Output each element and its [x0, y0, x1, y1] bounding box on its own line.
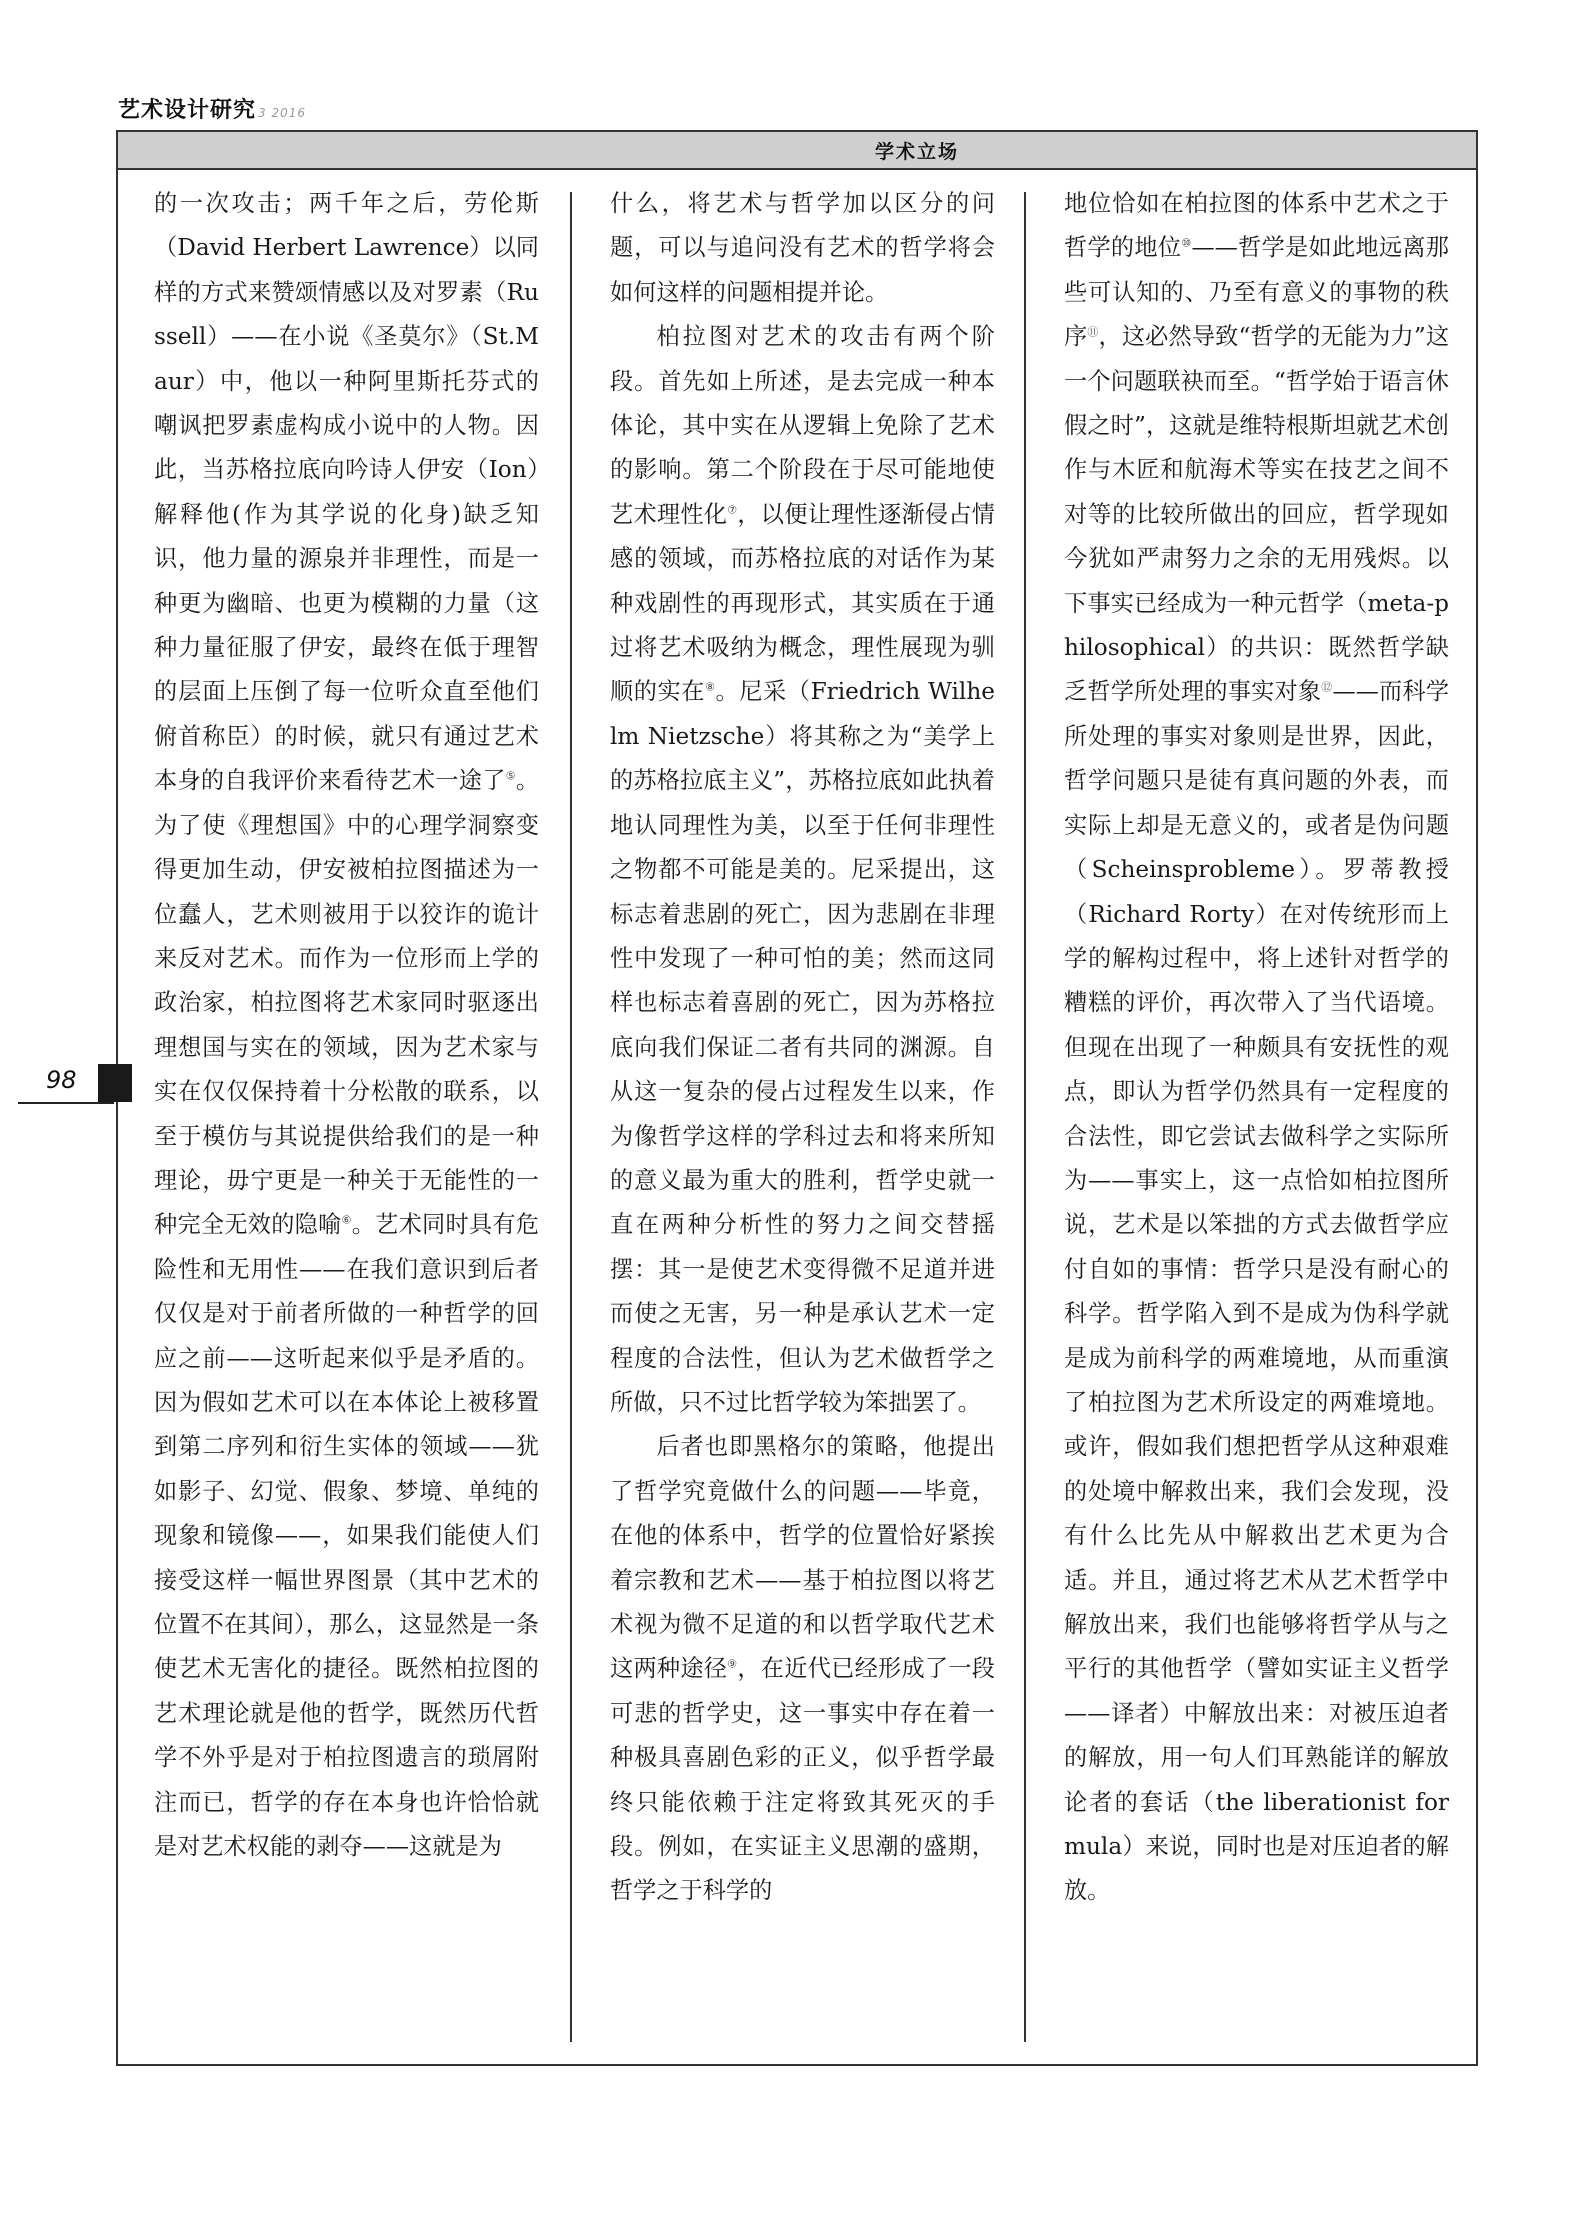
section-band: [118, 132, 1476, 170]
footnote-marker: ⑦: [727, 503, 738, 517]
text-column-2: [610, 182, 995, 2052]
footnote-marker: ⑨: [727, 1657, 738, 1671]
paragraph-text: 。艺术同时具有危险性和无用性——在我们意识到后者仅仅是对于前者所做的一种哲学的回应之前——这听起来似乎是矛盾的。因为假如艺术可以在本体论上被移置到第二序列和衍生实体的领域——犹如影子、幻觉、假象、梦境、单纯的现象和镜像——，如果我们能使人们接受这样一幅世界图景（其中艺术的位置不在其间），那么，这显然是一条使艺术无害化的捷径。既然柏拉图的艺术理论就是他的哲学，既然历代哲学不外乎是对于柏拉图遗言的琐屑附注而已，哲学的存在本身也许恰恰就是对艺术权能的剥夺——这就是为: [154, 1211, 539, 1861]
section-name: 学术立场: [874, 140, 959, 163]
paragraph-text: ，这必然导致“哲学的无能为力”这一个问题联袂而至。“哲学始于语言休假之时”，这就是维特根斯坦就艺术创作与木匠和航海术等实在技艺之间不对等的比较所做出的回应，哲学现如今犹如严肃努力之余的无用残烬。以下事实已经成为一种元哲学（meta-philosophical）的共识：既然哲学缺乏哲学所处理的事实对象: [1064, 323, 1449, 706]
paragraph: [1064, 182, 1449, 1914]
journal-title: 艺术设计研究: [118, 98, 257, 123]
text-column-1: [154, 182, 539, 2052]
footnote-marker: ⑪: [1087, 325, 1099, 339]
paragraph-text: 柏拉图对艺术的攻击有两个阶段。首先如上所述，是去完成一种本体论，其中实在从逻辑上免除了艺术的影响。第二个阶段在于尽可能地使艺术理性化: [610, 323, 995, 528]
paragraph-text: 。为了使《理想国》中的心理学洞察变得更加生动，伊安被柏拉图描述为一位蠢人，艺术则被用于以狡诈的诡计来反对艺术。而作为一位形而上学的政治家，柏拉图将艺术家同时驱逐出理想国与实在的领域，因为艺术家与实在仅仅保持着十分松散的联系，以至于模仿与其说提供给我们的是一种理论，毋宁更是一种关于无能性的一种完全无效的隐喻: [154, 767, 539, 1239]
column-divider: [570, 192, 572, 2042]
paragraph-text: 地位恰如在柏拉图的体系中艺术之于哲学的地位: [1064, 190, 1449, 262]
paragraph-text: 什么，将艺术与哲学加以区分的问题，可以与追问没有艺术的哲学将会如何这样的问题相提并论。: [610, 190, 995, 306]
column-divider: [1024, 192, 1026, 2042]
page-frame: [116, 130, 1478, 2066]
paragraph: [610, 182, 995, 315]
footnote-marker: ⑤: [505, 769, 516, 783]
paragraph: [610, 315, 995, 1425]
paragraph: [610, 1425, 995, 1913]
footnote-marker: ⑥: [341, 1213, 352, 1227]
paragraph: [154, 182, 539, 1869]
text-column-3: [1064, 182, 1449, 2052]
page-tab-block: [98, 1064, 132, 1102]
paragraph-text: ——哲学是如此地远离那些可认知的、乃至有意义的事物的秩序: [1064, 234, 1449, 351]
paragraph-text: ——而科学所处理的事实对象则是世界，因此，哲学问题只是徒有真问题的外表，而实际上却是无意义的，或者是伪问题（Scheinsprobleme）。罗蒂教授（Richard Rorty）在对传统形而上学的解构过程中，将上述针对哲学的糟糕的评价，再次带入了当代语境。但现在出现了一种颇具有安抚性的观点，即认为哲学仍然具有一定程度的合法性，即它尝试去做科学之实际所为——事实上，这一点恰如柏拉图所说，艺术是以笨拙的方式去做哲学应付自如的事情：哲学只是没有耐心的科学。哲学陷入到不是成为伪科学就是成为前科学的两难境地，从而重演了柏拉图为艺术所设定的两难境地。或许，假如我们想把哲学从这种艰难的处境中解救出来，我们会发现，没有什么比先从中解救出艺术更为合适。并且，通过将艺术从艺术哲学中解放出来，我们也能够将哲学从与之平行的其他哲学（譬如实证主义哲学——译者）中解放出来：对被压迫者的解放，用一句人们耳熟能详的解放论者的套话（the liberationist formula）来说，同时也是对压迫者的解放。: [1064, 678, 1449, 1905]
journal-header: [118, 93, 306, 129]
paragraph-text: ，在近代已经形成了一段可悲的哲学史，这一事实中存在着一种极具喜剧色彩的正义，似乎哲学最终只能依赖于注定将致其死灭的手段。例如，在实证主义思潮的盛期，哲学之于科学的: [610, 1655, 995, 1905]
footnote-marker: ⑫: [1321, 680, 1333, 694]
page-number: 98: [46, 1066, 77, 1094]
footnote-marker: ⑩: [1181, 236, 1192, 250]
paragraph-text: ，以便让理性逐渐侵占情感的领域，而苏格拉底的对话作为某种戏剧性的再现形式，其实质在于通过将艺术吸纳为概念，理性展现为驯顺的实在: [610, 500, 995, 706]
paragraph-text: 的一次攻击；两千年之后，劳伦斯（David Herbert Lawrence）以同样的方式来赞颂情感以及对罗素（Russell）——在小说《圣莫尔》（St.Maur）中，他以一种阿里斯托芬式的嘲讽把罗素虚构成小说中的人物。因此，当苏格拉底向吟诗人伊安（Ion）解释他(作为其学说的化身)缺乏知识，他力量的源泉并非理性，而是一种更为幽暗、也更为模糊的力量（这种力量征服了伊安，最终在低于理智的层面上压倒了每一位听众直至他们俯首称臣）的时候，就只有通过艺术本身的自我评价来看待艺术一途了: [154, 190, 539, 795]
footnote-marker: ⑧: [705, 680, 716, 694]
paragraph-text: 。尼采（Friedrich Wilhelm Nietzsche）将其称之为“美学上的苏格拉底主义”，苏格拉底如此执着地认同理性为美，以至于任何非理性之物都不可能是美的。尼采提出，这标志着悲剧的死亡，因为悲剧在非理性中发现了一种可怕的美；然而这同样也标志着喜剧的死亡，因为苏格拉底向我们保证二者有共同的渊源。自从这一复杂的侵占过程发生以来，作为像哲学这样的学科过去和将来所知的意义最为重大的胜利，哲学史就一直在两种分析性的努力之间交替摇摆：其一是使艺术变得微不足道并进而使之无害，另一种是承认艺术一定程度的合法性，但认为艺术做哲学之所做，只不过比哲学较为笨拙罢了。: [610, 678, 995, 1416]
paragraph-text: 后者也即黑格尔的策略，他提出了哲学究竟做什么的问题——毕竟，在他的体系中，哲学的位置恰好紧挨着宗教和艺术——基于柏拉图以将艺术视为微不足道的和以哲学取代艺术这两种途径: [610, 1433, 995, 1683]
journal-issue: 3 2016: [258, 106, 307, 120]
page-number-marker: [18, 1064, 114, 1104]
